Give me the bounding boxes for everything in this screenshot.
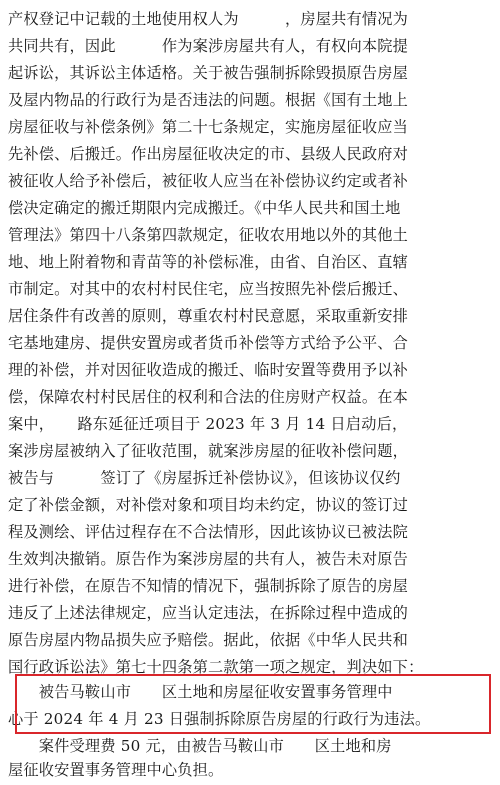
judgment-line: 心于 2024 年 4 月 23 日强制拆除原告房屋的行政行为违法。 xyxy=(8,710,431,728)
text-line: 共同共有，因此 作为案涉房屋共有人，有权向本院提 xyxy=(8,37,409,55)
text-line: 程及测绘、评估过程存在不合法情形，因此该协议已被法院 xyxy=(8,523,409,541)
text-line: 进行补偿，在原告不知情的情况下，强制拆除了原告的房屋 xyxy=(8,577,409,595)
text-line: 居住条件有改善的原则，尊重农村村民意愿，采取重新安排 xyxy=(8,307,409,325)
text-line: 管理法》第四十八条第四款规定，征收农用地以外的其他土 xyxy=(8,226,409,244)
text-line: 起诉讼，其诉讼主体适格。关于被告强制拆除毁损原告房屋 xyxy=(8,64,409,82)
text-line: 理的补偿，并对因征收造成的搬迁、临时安置等费用予以补 xyxy=(8,361,409,379)
text-line: 及屋内物品的行政行为是否违法的问题。根据《国有土地上 xyxy=(8,91,409,109)
text-line: 原告房屋内物品损失应予赔偿。据此，依据《中华人民共和 xyxy=(8,631,409,649)
text-line: 案件受理费 50 元，由被告马鞍山市 区土地和房 xyxy=(8,737,392,755)
text-line: 偿，保障农村村民居住的权利和合法的住房财产权益。在本 xyxy=(8,388,409,406)
text-line: 案涉房屋被纳入了征收范围，就案涉房屋的征收补偿问题， xyxy=(8,442,409,460)
text-line: 被告与 签订了《房屋拆迁补偿协议》，但该协议仅约 xyxy=(8,469,401,487)
text-line: 房屋征收与补偿条例》第二十七条规定，实施房屋征收应当 xyxy=(8,118,409,136)
text-line: 定了补偿金额，对补偿对象和项目均未约定，协议的签订过 xyxy=(8,496,409,514)
text-line: 地、地上附着物和青苗等的补偿标准，由省、自治区、直辖 xyxy=(8,253,409,271)
text-line: 国行政诉讼法》第七十四条第二款第一项之规定，判决如下： xyxy=(8,658,424,676)
text-line: 生效判决撤销。原告作为案涉房屋的共有人，被告未对原告 xyxy=(8,550,409,568)
text-line: 被征收人给予补偿后，被征收人应当在补偿协议约定或者补 xyxy=(8,172,409,190)
text-line: 产权登记中记载的土地使用权人为 ，房屋共有情况为 xyxy=(8,10,409,28)
text-line: 宅基地建房、提供安置房或者货币补偿等方式给予公平、合 xyxy=(8,334,409,352)
text-line: 先补偿、后搬迁。作出房屋征收决定的市、县级人民政府对 xyxy=(8,145,409,163)
text-line: 屋征收安置事务管理中心负担。 xyxy=(8,761,224,779)
judgment-line: 被告马鞍山市 区土地和房屋征收安置事务管理中 xyxy=(8,683,393,701)
text-line: 市制定。对其中的农村村民住宅，应当按照先补偿后搬迁、 xyxy=(8,280,409,298)
text-line: 违反了上述法律规定，应当认定违法，在拆除过程中造成的 xyxy=(8,604,409,622)
text-line: 偿决定确定的搬迁期限内完成搬迁。《中华人民共和国土地 xyxy=(8,199,401,217)
text-line: 案中， 路东延征迁项目于 2023 年 3 月 14 日启动后， xyxy=(8,415,408,433)
